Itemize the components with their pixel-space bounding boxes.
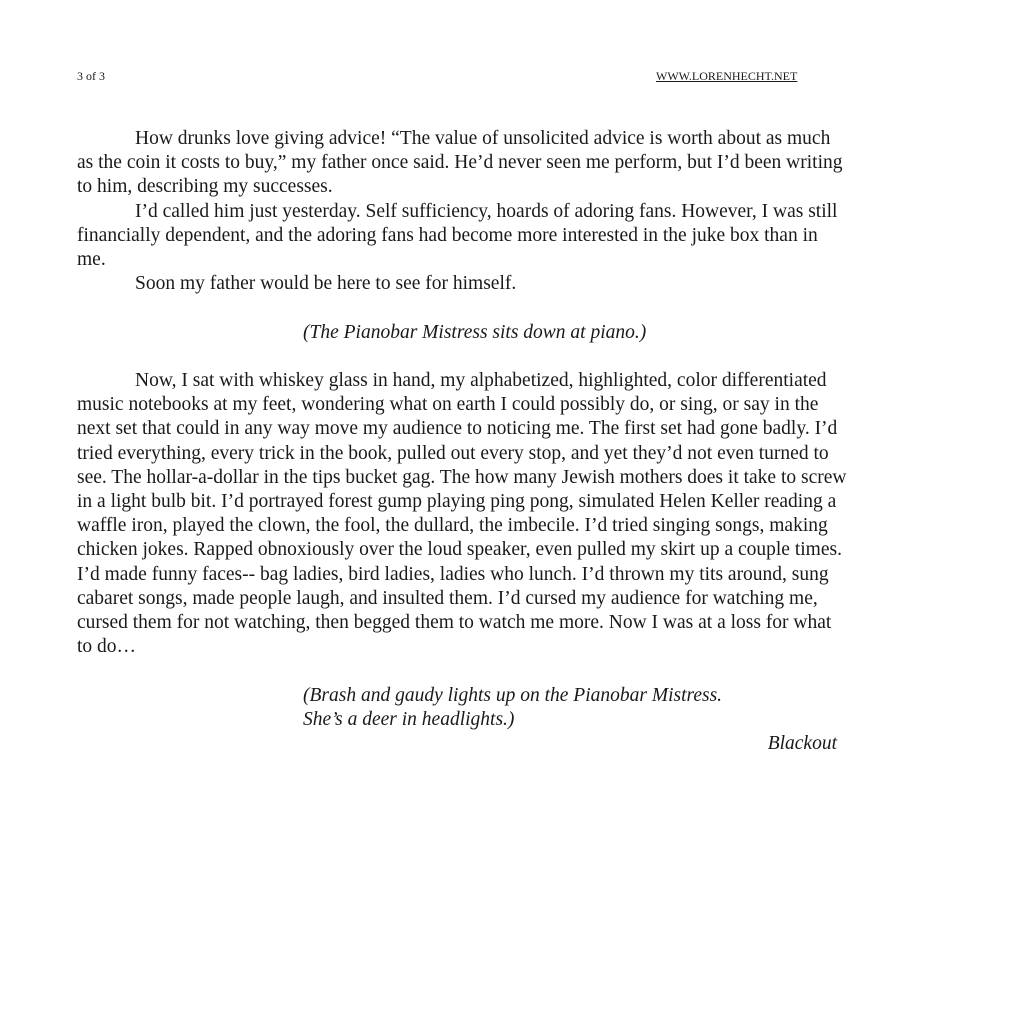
stage-direction-lights-up: (Brash and gaudy lights up on the Pianobar Mistress. <box>303 684 723 706</box>
spacer <box>77 296 847 320</box>
paragraph-called-father: I’d called him just yesterday. Self sufficiency, hoards of adoring fans. However, I was still financially dependent, and the adoring fans had become more interested in the juke box than in me. <box>77 200 838 271</box>
stage-direction-sits-down: (The Pianobar Mistress sits down at piano.) <box>303 321 647 343</box>
spacer <box>77 659 847 683</box>
site-url-link[interactable]: WWW.LORENHECHT.NET <box>656 69 798 83</box>
spacer <box>77 345 847 369</box>
page-number: 3 of 3 <box>77 69 105 83</box>
stage-direction-deer: She’s a deer in headlights.) <box>303 708 515 730</box>
story-body <box>77 127 847 756</box>
paragraph-father-coming: Soon my father would be here to see for himself. <box>135 273 517 295</box>
paragraph-whiskey-glass: Now, I sat with whiskey glass in hand, my alphabetized, highlighted, color differentiated music notebooks at my feet, wondering what on earth I could possibly do, or sing, or say in the next set that could in any way move my audience to noticing me. The first set had gone badly. I’d tried everything, every trick in the book, pulled out every stop, and yet they’d not even turned to see. The hollar-a-dollar in the tips bucket gag. The how many Jewish mothers does it take to screw in a light bulb bit. I’d portrayed forest gump playing ping pong, simulated Helen Keller reading a waffle iron, played the clown, the fool, the dullard, the imbecile. I’d tried singing songs, making chicken jokes. Rapped obnoxiously over the loud speaker, even pulled my skirt up a couple times. I’d made funny faces-- bag ladies, bird ladies, ladies who lunch. I’d thrown my tits around, sung cabaret songs, made people laugh, and insulted them. I’d cursed my audience for watching me, cursed them for not watching, then begged them to watch me more. Now I was at a loss for what to do… <box>77 370 847 658</box>
blackout-cue: Blackout <box>767 733 837 755</box>
paragraph-drunks-advice: How drunks love giving advice! “The value of unsolicited advice is worth about as much as the coin it costs to buy,” my father once said. He’d never seen me perform, but I’d been writing to him, describing my successes. <box>77 128 843 198</box>
